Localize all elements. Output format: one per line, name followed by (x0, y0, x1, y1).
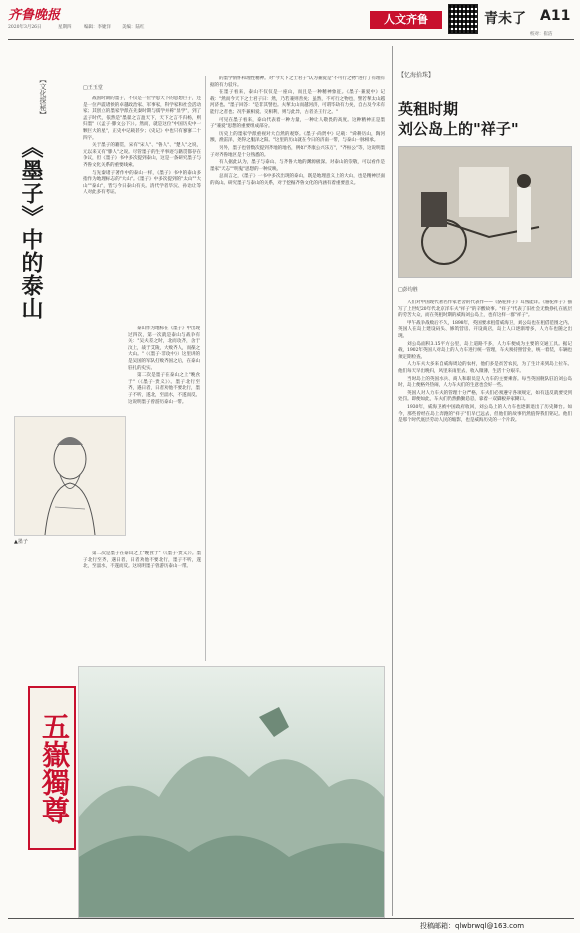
rickshaw-photo (398, 146, 572, 278)
wuyue-stele: 五嶽獨尊 (28, 686, 76, 850)
header-rule (8, 39, 574, 40)
paragraph: 另外，墨子也曾数次提到齐地的地名，例如"齐康公兴乐万"，"齐桓公"等，这说明墨子对齐鲁地区是十分熟悉的。 (210, 145, 385, 158)
paragraph: 1930年，威海卫被中国政府收回，刘公岛上的人力车也逐渐退出了历史舞台。如今，那些曾经在岛上奔跑的"祥子"们早已远去，但他们的故事仍然值得我们铭记。他们是那个时代底层劳动人民的缩影，也是威海历史的一个片段。 (398, 404, 572, 424)
right-article (398, 46, 574, 916)
paragraph: 关于墨子的籍贯，宋有"宋人"、"鲁人"、"楚人"之说，元以来又有"滕人"之说。尽管墨子的生平事迹与籍贯都存在争议，但《墨子》书中多次提到泰山，这是一条研究墨子与齐鲁文化关系的重要线索。 (83, 143, 201, 168)
issue-date: 2020年3月26日 (8, 25, 42, 30)
mozi-portrait-drawing (15, 417, 125, 535)
paragraph: 当时岛上的英国水兵、商人和职员是人力车的主要乘客。每当英国舰队驻泊刘公岛时，岛上便格外热闹，人力车夫们的生意也会好一些。 (398, 376, 572, 389)
qr-code (448, 4, 478, 34)
paragraph: 第二次是墨子在泰山之上"晚食于"（《墨子·贵义》）。墨子北行至齐，遇日者，日者劝他不要北行，墨子不听，遂北，至淄水，不遂而反。这说明墨子曾游历泰山一带。 (128, 373, 200, 405)
mozi-portrait (14, 416, 126, 536)
paragraph: 人力车夫大多来自威海周边的农村，他们多是贫苦农民，为了生计来到岛上拉车。他们每天早出晚归，风里来雨里去，收入微薄，生活十分艰辛。 (398, 362, 572, 374)
paragraph: 与先秦诸子著作中的泰山一样，《墨子》书中的泰山多指作为地理标志的"大山"。《墨子》中多次提到的"太山""大山""泰山"，皆与今日泰山有关。清代学者毕沅、孙诒让等人对此多有考证。 (83, 170, 201, 196)
footer-rule (8, 918, 574, 919)
right-title-line1: 英租时期 (398, 100, 459, 118)
paragraph: 人们对中国现代著名作家老舍的代表作——《骆驼祥子》耳熟能详。《骆驼祥子》描写了上世纪20年代北京洋车夫"祥子"的辛酸故事。"祥子"代表了旧社会无数挣扎在底层的劳苦大众，而在英租时期的威海刘公岛上，也有这样一群"祥子"。 (398, 300, 572, 319)
left-col1b-text (83, 551, 201, 661)
designer-credit: 美编：陆红 (122, 25, 145, 30)
paragraph: 历史上的墨家学派重视对大自然的观察。《墨子·尚贤中》记载："舜耕历山，陶河濒，渔雷泽，尧得之服泽之阳。"这里的历山就在今日的济南一带，与泰山一脉相承。 (210, 131, 385, 144)
left-col3-text (210, 76, 385, 661)
mountain-drawing (79, 667, 384, 917)
rickshaw-drawing (399, 147, 571, 277)
page-title: 青未了 (484, 11, 526, 27)
paragraph: 在墨子看来，泰山不仅仅是一座山，而且是一种精神象征。《墨子·兼爱中》记载："然而今天下之士君子曰：然，乃若兼则善矣；虽然，不可行之物也，譬若挈太山越河济也。"墨子回答："是非其譬也。夫挈太山而越河济，可谓毕劫有力矣，自古及今未有能行之者也；况乎兼相爱、交相利，则与此异，古者圣王行之。" (210, 90, 385, 115)
proofreader-credit: 校对：崔洁 (530, 32, 553, 37)
paragraph: 总而言之，《墨子》一书中多次出现的泰山，既是地理意义上的大山，也是精神层面的高山。研究墨子与泰山的关系，对于挖掘齐鲁文化的内涵有着重要意义。 (210, 174, 385, 186)
paragraph: 可见在墨子看来，泰山代表着一种力量，一种让人敬畏的高度。这种精神正是墨子"兼爱"思想的重要组成部分。 (210, 117, 385, 130)
column-divider (205, 76, 206, 661)
paragraph: 有人据此认为，墨子与泰山、与齐鲁大地的渊源极深。对泰山的崇敬，可以看作是墨家"天志""明鬼"思想的一种反映。 (210, 160, 385, 172)
paragraph: 第二次是墨子在泰山之上"晚食于"（《墨子·贵义》）。墨子北行至齐，遇日者，日者劝他不要北行，墨子不听，遂北，至淄水，不遂而反。这说明墨子曾游历泰山一带。 (83, 551, 201, 570)
right-article-text (398, 300, 572, 900)
right-column-tag: 【忆海拾珠】 (398, 72, 435, 79)
column-tag: 【文化探秘】 (39, 76, 47, 118)
left-col2-text (128, 326, 200, 546)
page-divider (392, 46, 393, 916)
editor-credit: 编辑：李婕洋 (84, 25, 111, 30)
taishan-illustration (78, 666, 385, 918)
author-byline: □王玉堂 (83, 85, 103, 91)
paragraph: 战国时期的墨子，不仅是一位学思天下的思想巨子，还是一位声震诸侯的卓越政治家、军事家，科学家和社会活动家；其创立的墨家学派在先秦时期与儒学并称"显学"，到了孟子时代，依然是"墨翟之言盈天下，天下之言不归杨，则归墨"（《孟子·滕文公下》）。然而，就是这位"中国历史中一颗巨大的星"，正史中记载甚少；《史记》中也只有寥寥二十四字。 (83, 96, 201, 141)
issue-weekday: 星期四 (58, 25, 72, 30)
right-title-line2: 刘公岛上的"祥子" (398, 120, 519, 138)
paragraph: 的墨学情怀和理性精神。对"今天下之士君子"认为兼爱是"不可行之物"进行了有理有据的有力驳斥。 (210, 76, 385, 88)
paragraph: 泰山作为地标在《墨子》中出现过四次，第一次就是泰山与战争有关："吴夫差之时，北而攻齐，舍于汶上，战于艾陵，大败齐人，而葆之大山。"（《墨子·非攻中》）这里讲的是吴国的军队打败齐国之后，在泰山驻扎的史实。 (128, 326, 200, 371)
paragraph: 甲午战争战败后不久，1898年，英国要求租借威海卫，刘公岛也在租借范围之内。英国人在岛上建设码头、修筑营房、开设商店，岛上人口逐渐增多，人力车也随之出现。 (398, 320, 572, 339)
submission-email-line (420, 921, 524, 931)
page-header (0, 0, 580, 40)
left-article (8, 46, 388, 916)
submission-label: 投稿邮箱： (420, 922, 455, 930)
right-author-byline: □彭均胜 (398, 287, 418, 293)
article-title: 《墨子》中的泰山 (18, 136, 44, 320)
left-col1-text (83, 96, 201, 314)
paragraph: 英国人对人力车夫的管理十分严格，车夫们必须遵守各项规定，如有违反就要受到处罚。即便如此，车夫们仍然勤勤恳恳，靠着一双脚板养家糊口。 (398, 390, 572, 403)
portrait-caption: ▲墨子 (14, 539, 28, 545)
paragraph: 刘公岛面积3.15平方公里，岛上道路不多，人力车便成为主要的交通工具。据记载，1902年英国人对岛上的人力车进行统一管理，车夫须持照营业，统一着装，车辆也须定期检查。 (398, 341, 572, 360)
section-banner: 人文齐鲁 (370, 11, 442, 29)
newspaper-logo: 齐鲁晚报 (8, 8, 61, 23)
page-number: A11 (540, 8, 571, 24)
submission-email[interactable]: qlwbrwql@163.com (455, 922, 525, 930)
